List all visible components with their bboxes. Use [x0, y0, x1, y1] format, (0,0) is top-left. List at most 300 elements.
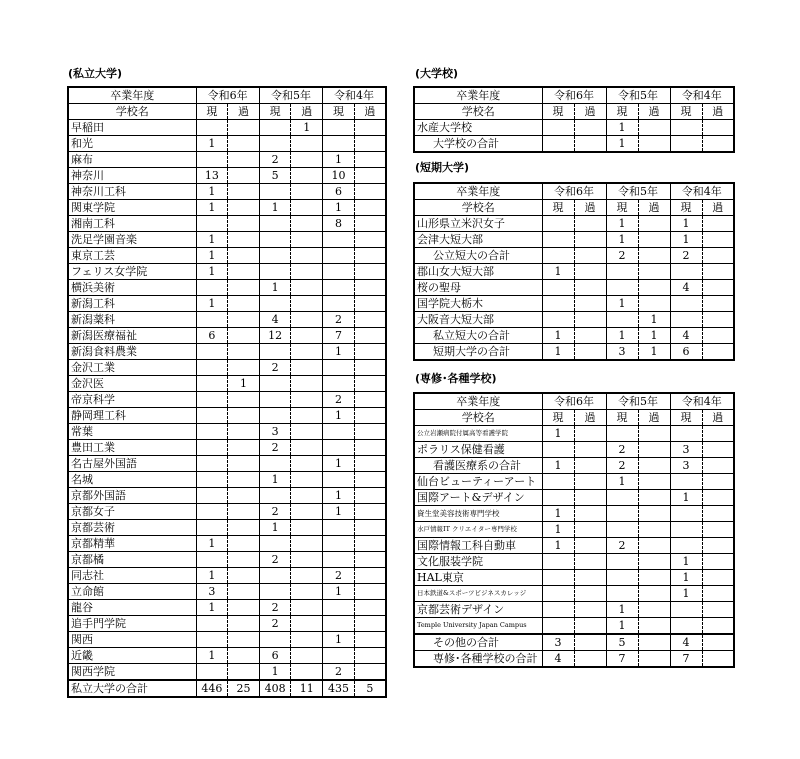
count-cell	[574, 344, 606, 361]
count-cell: 1	[196, 232, 228, 248]
count-cell	[291, 648, 323, 664]
count-cell	[670, 538, 702, 554]
count-cell	[228, 456, 260, 472]
count-cell	[702, 280, 734, 296]
count-cell	[196, 456, 228, 472]
school-name: 京都女子	[68, 504, 196, 520]
count-cell	[574, 474, 606, 490]
count-cell: 2	[606, 442, 638, 458]
count-cell	[574, 280, 606, 296]
count-cell: 3	[670, 442, 702, 458]
school-name-label: 学校名	[414, 200, 542, 216]
school-name: HAL東京	[414, 570, 542, 586]
count-cell: 1	[606, 216, 638, 232]
count-cell	[638, 120, 670, 136]
count-cell	[542, 312, 574, 328]
year-label: 卒業年度	[414, 393, 542, 410]
count-cell: 11	[291, 680, 323, 697]
table-row	[68, 392, 386, 408]
count-cell	[542, 570, 574, 586]
sub-header: 過	[291, 104, 323, 120]
count-cell	[228, 152, 260, 168]
table-row	[68, 248, 386, 264]
table-row	[68, 616, 386, 632]
school-name: 水産大学校	[414, 120, 542, 136]
count-cell	[574, 618, 606, 635]
year-header: 令和4年	[670, 393, 734, 410]
count-cell	[574, 136, 606, 153]
count-cell	[638, 554, 670, 570]
school-name: 文化服装学院	[414, 554, 542, 570]
table-row	[414, 216, 734, 232]
year-header: 令和6年	[196, 87, 259, 104]
count-cell	[259, 568, 291, 584]
count-cell: 2	[323, 312, 355, 328]
school-name: 新潟工科	[68, 296, 196, 312]
count-cell	[638, 264, 670, 280]
count-cell: 1	[542, 522, 574, 538]
count-cell: 7	[606, 651, 638, 668]
count-cell	[670, 312, 702, 328]
count-cell	[702, 232, 734, 248]
university-school-title: (大学校)	[415, 67, 459, 80]
junior-college-table	[413, 182, 735, 361]
count-cell	[702, 426, 734, 442]
school-name: 名古屋外国語	[68, 456, 196, 472]
header-row-years	[414, 393, 734, 410]
count-cell: 2	[259, 360, 291, 376]
count-cell: 1	[196, 296, 228, 312]
count-cell	[196, 344, 228, 360]
table-row	[68, 424, 386, 440]
school-name: 水戸情報IT クリエイター専門学校	[414, 522, 542, 538]
count-cell: 5	[259, 168, 291, 184]
count-cell	[574, 586, 606, 602]
count-cell: 4	[259, 312, 291, 328]
table-row	[68, 472, 386, 488]
private-university-table	[67, 86, 387, 698]
sub-header: 現	[542, 104, 574, 120]
table-row	[68, 168, 386, 184]
count-cell	[196, 616, 228, 632]
count-cell	[228, 168, 260, 184]
count-cell	[196, 440, 228, 456]
count-cell	[574, 458, 606, 474]
count-cell	[228, 392, 260, 408]
count-cell: 1	[323, 456, 355, 472]
count-cell	[196, 392, 228, 408]
sub-header: 現	[542, 200, 574, 216]
count-cell	[670, 618, 702, 635]
count-cell	[702, 296, 734, 312]
count-cell	[542, 618, 574, 635]
count-cell	[196, 408, 228, 424]
count-cell: 1	[196, 568, 228, 584]
count-cell: 1	[323, 408, 355, 424]
sub-header: 現	[259, 104, 291, 120]
table-row	[68, 568, 386, 584]
count-cell	[291, 264, 323, 280]
school-name: 京都橘	[68, 552, 196, 568]
school-name: 帝京科学	[68, 392, 196, 408]
count-cell	[606, 280, 638, 296]
count-cell	[354, 152, 386, 168]
year-header: 令和4年	[670, 183, 734, 200]
count-cell	[228, 552, 260, 568]
school-name: 山形県立米沢女子	[414, 216, 542, 232]
table-row	[414, 522, 734, 538]
count-cell	[228, 200, 260, 216]
count-cell	[542, 216, 574, 232]
count-cell	[291, 488, 323, 504]
count-cell	[291, 552, 323, 568]
count-cell	[228, 600, 260, 616]
vocational-school-title: (専修･各種学校)	[415, 372, 497, 385]
table-row	[414, 248, 734, 264]
count-cell	[354, 632, 386, 648]
count-cell	[702, 586, 734, 602]
table-row	[414, 474, 734, 490]
count-cell	[702, 634, 734, 651]
count-cell	[354, 584, 386, 600]
count-cell: 2	[259, 552, 291, 568]
sub-header: 過	[354, 104, 386, 120]
count-cell	[259, 216, 291, 232]
count-cell	[542, 136, 574, 153]
count-cell: 3	[606, 344, 638, 361]
count-cell	[354, 280, 386, 296]
count-cell	[323, 424, 355, 440]
count-cell	[196, 552, 228, 568]
university-school-table	[413, 86, 735, 153]
count-cell	[354, 184, 386, 200]
count-cell	[702, 216, 734, 232]
count-cell: 1	[196, 648, 228, 664]
count-cell	[638, 474, 670, 490]
count-cell	[354, 312, 386, 328]
table-row	[68, 296, 386, 312]
school-name: 仙台ビューティーアート	[414, 474, 542, 490]
count-cell	[323, 296, 355, 312]
count-cell: 7	[670, 651, 702, 668]
table-row	[414, 426, 734, 442]
school-name: 私立短大の合計	[414, 328, 542, 344]
count-cell	[291, 536, 323, 552]
count-cell	[574, 120, 606, 136]
count-cell	[291, 520, 323, 536]
school-name: 公立岩瀬病院付属高等看護学院	[414, 426, 542, 442]
count-cell	[228, 424, 260, 440]
count-cell: 4	[542, 651, 574, 668]
school-name: 神奈川工科	[68, 184, 196, 200]
count-cell	[196, 664, 228, 681]
count-cell	[638, 634, 670, 651]
count-cell: 1	[670, 570, 702, 586]
table-row	[68, 216, 386, 232]
year-header: 令和6年	[542, 393, 606, 410]
count-cell	[574, 264, 606, 280]
count-cell	[606, 264, 638, 280]
count-cell	[228, 184, 260, 200]
count-cell	[574, 296, 606, 312]
count-cell	[196, 360, 228, 376]
count-cell	[542, 232, 574, 248]
table-row	[414, 490, 734, 506]
count-cell: 1	[638, 344, 670, 361]
school-name: 金沢工業	[68, 360, 196, 376]
school-name: 神奈川	[68, 168, 196, 184]
count-cell	[323, 232, 355, 248]
count-cell: 1	[670, 490, 702, 506]
count-cell	[574, 216, 606, 232]
count-cell	[574, 328, 606, 344]
school-name: 専修･各種学校の合計	[414, 651, 542, 668]
table-row	[68, 264, 386, 280]
count-cell: 2	[259, 616, 291, 632]
count-cell: 4	[670, 634, 702, 651]
count-cell: 1	[196, 184, 228, 200]
count-cell: 2	[259, 152, 291, 168]
count-cell	[670, 506, 702, 522]
header-row-years	[414, 87, 734, 104]
count-cell	[638, 280, 670, 296]
table-row	[68, 136, 386, 152]
count-cell	[638, 538, 670, 554]
count-cell	[606, 570, 638, 586]
count-cell: 1	[670, 232, 702, 248]
count-cell	[670, 120, 702, 136]
school-name: 常葉	[68, 424, 196, 440]
school-name: 大学校の合計	[414, 136, 542, 153]
year-header: 令和4年	[323, 87, 386, 104]
sub-header: 現	[670, 104, 702, 120]
count-cell	[291, 328, 323, 344]
school-name: 日本鉄道&スポーツビジネスカレッジ	[414, 586, 542, 602]
count-cell	[638, 136, 670, 153]
table-row	[68, 552, 386, 568]
school-name: 京都外国語	[68, 488, 196, 504]
school-name: 東京工芸	[68, 248, 196, 264]
count-cell	[542, 442, 574, 458]
header-row-sub	[414, 104, 734, 120]
sub-header: 過	[574, 410, 606, 426]
count-cell	[354, 472, 386, 488]
sub-header: 過	[638, 410, 670, 426]
school-name: 短期大学の合計	[414, 344, 542, 361]
count-cell: 1	[196, 536, 228, 552]
count-cell	[291, 248, 323, 264]
count-cell	[702, 474, 734, 490]
count-cell	[606, 586, 638, 602]
count-cell: 408	[259, 680, 291, 697]
count-cell: 12	[259, 328, 291, 344]
count-cell	[354, 488, 386, 504]
school-name: 私立大学の合計	[68, 680, 196, 697]
count-cell	[196, 424, 228, 440]
count-cell	[606, 522, 638, 538]
year-header: 令和5年	[259, 87, 322, 104]
count-cell	[670, 602, 702, 618]
school-name: 追手門学院	[68, 616, 196, 632]
count-cell	[323, 264, 355, 280]
junior-college-title: (短期大学)	[415, 161, 470, 174]
count-cell	[606, 490, 638, 506]
count-cell	[354, 248, 386, 264]
sub-header: 現	[542, 410, 574, 426]
count-cell: 1	[606, 136, 638, 153]
table-row	[414, 538, 734, 554]
count-cell: 1	[606, 602, 638, 618]
school-name: 大阪音大短大部	[414, 312, 542, 328]
count-cell: 1	[196, 200, 228, 216]
count-cell	[670, 522, 702, 538]
school-name: 京都芸術	[68, 520, 196, 536]
count-cell: 1	[196, 264, 228, 280]
count-cell: 446	[196, 680, 228, 697]
count-cell	[323, 520, 355, 536]
count-cell	[291, 568, 323, 584]
school-name: 湘南工科	[68, 216, 196, 232]
count-cell: 6	[259, 648, 291, 664]
count-cell	[354, 168, 386, 184]
count-cell	[291, 632, 323, 648]
count-cell	[702, 506, 734, 522]
count-cell	[606, 554, 638, 570]
count-cell	[542, 586, 574, 602]
table-row	[68, 648, 386, 664]
count-cell: 3	[542, 634, 574, 651]
count-cell	[354, 616, 386, 632]
sub-header: 現	[670, 410, 702, 426]
count-cell	[354, 440, 386, 456]
count-cell	[638, 522, 670, 538]
count-cell	[542, 554, 574, 570]
school-name: 和光	[68, 136, 196, 152]
private-university-title: (私立大学)	[68, 67, 123, 80]
count-cell	[670, 296, 702, 312]
count-cell	[354, 264, 386, 280]
count-cell: 1	[291, 120, 323, 136]
school-name: 看護医療系の合計	[414, 458, 542, 474]
count-cell: 6	[196, 328, 228, 344]
count-cell	[196, 312, 228, 328]
count-cell	[354, 216, 386, 232]
count-cell	[323, 136, 355, 152]
count-cell: 1	[638, 328, 670, 344]
count-cell: 2	[323, 392, 355, 408]
count-cell	[354, 504, 386, 520]
count-cell: 2	[606, 458, 638, 474]
table-row	[68, 184, 386, 200]
count-cell	[196, 632, 228, 648]
count-cell	[228, 472, 260, 488]
school-name: 麻布	[68, 152, 196, 168]
count-cell	[702, 344, 734, 361]
count-cell	[542, 474, 574, 490]
year-header: 令和4年	[670, 87, 734, 104]
sub-header: 現	[670, 200, 702, 216]
table-row	[68, 456, 386, 472]
count-cell	[574, 634, 606, 651]
count-cell	[702, 136, 734, 153]
table-row	[68, 280, 386, 296]
school-name: 国学院大栃木	[414, 296, 542, 312]
count-cell: 2	[323, 664, 355, 681]
school-name: 関東学院	[68, 200, 196, 216]
sub-header: 現	[196, 104, 228, 120]
count-cell	[702, 538, 734, 554]
count-cell: 1	[670, 586, 702, 602]
count-cell: 1	[638, 312, 670, 328]
count-cell	[606, 506, 638, 522]
count-cell: 1	[196, 248, 228, 264]
count-cell	[354, 200, 386, 216]
count-cell: 1	[259, 280, 291, 296]
header-row-years	[68, 87, 386, 104]
count-cell: 1	[606, 120, 638, 136]
table-row	[68, 120, 386, 136]
school-name: フェリス女学院	[68, 264, 196, 280]
count-cell	[291, 344, 323, 360]
count-cell	[354, 648, 386, 664]
count-cell: 1	[323, 488, 355, 504]
count-cell: 5	[606, 634, 638, 651]
count-cell: 3	[259, 424, 291, 440]
count-cell	[323, 600, 355, 616]
count-cell	[354, 456, 386, 472]
count-cell	[291, 152, 323, 168]
count-cell: 8	[323, 216, 355, 232]
count-cell: 1	[196, 136, 228, 152]
table-row	[68, 440, 386, 456]
year-label: 卒業年度	[414, 183, 542, 200]
count-cell	[196, 120, 228, 136]
table-row	[414, 296, 734, 312]
count-cell: 2	[259, 600, 291, 616]
school-name: 会津大短大部	[414, 232, 542, 248]
count-cell: 2	[259, 504, 291, 520]
school-name: 龍谷	[68, 600, 196, 616]
count-cell	[228, 120, 260, 136]
table-row	[68, 664, 386, 681]
count-cell	[574, 312, 606, 328]
school-name: 立命館	[68, 584, 196, 600]
count-cell	[196, 488, 228, 504]
count-cell	[291, 200, 323, 216]
count-cell: 7	[323, 328, 355, 344]
count-cell: 2	[323, 568, 355, 584]
count-cell	[323, 552, 355, 568]
count-cell: 25	[228, 680, 260, 697]
count-cell	[259, 232, 291, 248]
table-row	[414, 312, 734, 328]
count-cell	[291, 184, 323, 200]
school-name: ポラリス保健看護	[414, 442, 542, 458]
count-cell	[702, 264, 734, 280]
count-cell	[196, 504, 228, 520]
count-cell: 1	[606, 296, 638, 312]
count-cell	[702, 651, 734, 668]
count-cell	[259, 344, 291, 360]
count-cell	[638, 442, 670, 458]
count-cell	[291, 136, 323, 152]
count-cell	[228, 312, 260, 328]
school-name: 近畿	[68, 648, 196, 664]
school-name: 国際アート&デザイン	[414, 490, 542, 506]
count-cell	[574, 426, 606, 442]
table-row	[414, 554, 734, 570]
count-cell	[574, 522, 606, 538]
